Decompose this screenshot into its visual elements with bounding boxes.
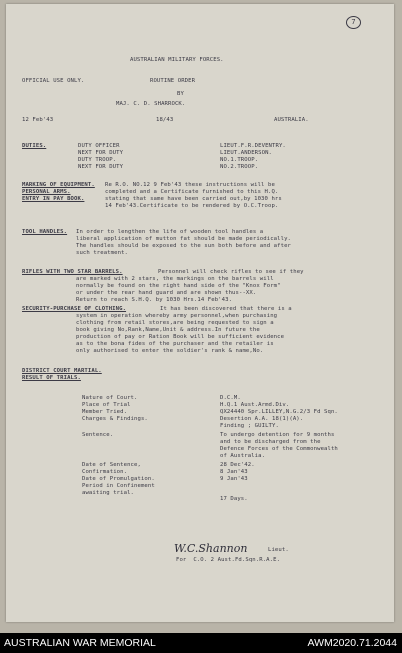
trial-value: 17 Days. [220,496,248,502]
rifles-heading: RIFLES WITH TWO STAR BARRELS. [22,269,123,275]
org-heading: AUSTRALIAN MILITARY FORCES. [130,57,224,63]
duty-name: LIEUT.ANDERSON. [220,150,273,156]
duty-name: LIEUT.F.R.DEVENTRY. [220,143,286,149]
trial-label: Nature of Court. [82,395,138,401]
trial-value: Defence Forces of the Commonwealth [220,446,338,452]
handwritten-signature: W.C.Shannon [174,542,248,555]
security-line: as to the bona fides of the purchaser and the retailer is [76,341,274,347]
security-line: clothing from retail stores,are being requested to sign a [76,320,274,326]
by-label: BY [177,91,184,97]
trial-label: Date of Sentence, [82,462,141,468]
order-number: 18/43 [156,117,174,123]
trial-label: Period in Confinement [82,483,155,489]
page-number: 7 [346,16,361,29]
trial-value: of Australia. [220,453,266,459]
marking-line: stating that same have been carried out,by 1030 hrs [105,196,282,202]
duties-heading: DUTIES. [22,143,47,149]
trial-label: Charges & Findings. [82,416,148,422]
court-martial-heading: DISTRICT COURT MARTIAL. [22,368,102,374]
rifles-line: or under the rear hand guard and are shown thus--XX. [76,290,257,296]
duty-role: NEXT FOR DUTY [78,150,124,156]
order-place: AUSTRALIA. [274,117,309,123]
signature-for-line: For C.O. 2 Aust.Fd.Sqn.R.A.E. [176,557,281,563]
footer-accession-id: AWM2020.71.2044 [307,637,397,649]
trial-value: H.Q.1 Aust.Armd.Div. [220,402,290,408]
duty-role: NEXT FOR DUTY [78,164,124,170]
tool-handles-heading: TOOL HANDLES. [22,229,68,235]
document-page [6,4,394,622]
trial-label: awaiting trial. [82,490,135,496]
trial-value: 28 Dec'42. [220,462,255,468]
security-line: system in operation whereby army personnel,when purchasing [76,313,278,319]
marking-line: 14 Feb'43.Certificate to be rendered by O.C.Troop. [105,203,279,209]
trial-value: QX24440 Spr.LILLEY,N.G.2/3 Fd Sqn. [220,409,338,415]
duty-name: NO.2.TROOP. [220,164,259,170]
court-martial-heading: RESULT OF TRIALS. [22,375,81,381]
security-line: production of pay or Ration Book will be sufficient evidence [76,334,285,340]
trial-value: 8 Jan'43 [220,469,248,475]
security-line: It has been discovered that there is a [160,306,292,312]
security-line: only authorised to enter the soldier's rank & name,No. [76,348,264,354]
rifles-line: normally be found on the right hand side of the "Knox Form" [76,283,281,289]
footer-source: AUSTRALIAN WAR MEMORIAL [4,637,156,649]
duty-role: DUTY OFFICER [78,143,120,149]
trial-value: and to be discharged from the [220,439,321,445]
order-date: 12 Feb'43 [22,117,54,123]
marking-heading: ENTRY IN PAY BOOK. [22,196,85,202]
official-use-label: OFFICIAL USE ONLY. [22,78,85,84]
duty-name: NO.1.TROOP. [220,157,259,163]
rifles-line: Return to reach S.H.Q. by 1030 Hrs.14 Feb'43. [76,297,233,303]
trial-label: Date of Promulgation. [82,476,155,482]
tool-handles-line: liberal application of mutton fat should be made periodically. [76,236,291,242]
routine-order-title: ROUTINE ORDER [150,78,196,84]
trial-label: Sentence. [82,432,114,438]
trial-value: Desertion A.A. 18(1)(A). [220,416,304,422]
security-heading: SECURITY-PURCHASE OF CLOTHING. [22,306,127,312]
trial-value: Finding ; GUILTY. [220,423,279,429]
rifles-line: are marked with 2 stars, the markings on the barrels will [76,276,274,282]
security-line: book giving No,Rank,Name,Unit & address.In future the [76,327,260,333]
marking-line: completed and a Certificate furnished to this H.Q. [105,189,279,195]
marking-heading: MARKING OF EQUIPMENT. [22,182,95,188]
trial-label: Confirmation. [82,469,128,475]
trial-value: 9 Jan'43 [220,476,248,482]
tool-handles-line: The handles should be exposed to the sun both before and after [76,243,291,249]
signature-rank: Lieut. [268,547,289,553]
trial-label: Place of Trial [82,402,131,408]
duty-role: DUTY TROOP. [78,157,117,163]
trial-label: Member Tried. [82,409,128,415]
tool-handles-line: In order to lengthen the life of wooden tool handles a [76,229,264,235]
marking-line: Re R.O. NO.12 9 Feb'43 these instructions will be [105,182,275,188]
marking-heading: PERSONAL ARMS. [22,189,71,195]
rifles-line: Personnel will check rifles to see if they [158,269,304,275]
trial-value: D.C.M. [220,395,241,401]
tool-handles-line: such treatment. [76,250,129,256]
issuing-officer: MAJ. C. D. SHARROCK. [116,101,186,107]
footer-bar [0,633,402,653]
trial-value: To undergo detention for 9 months [220,432,335,438]
